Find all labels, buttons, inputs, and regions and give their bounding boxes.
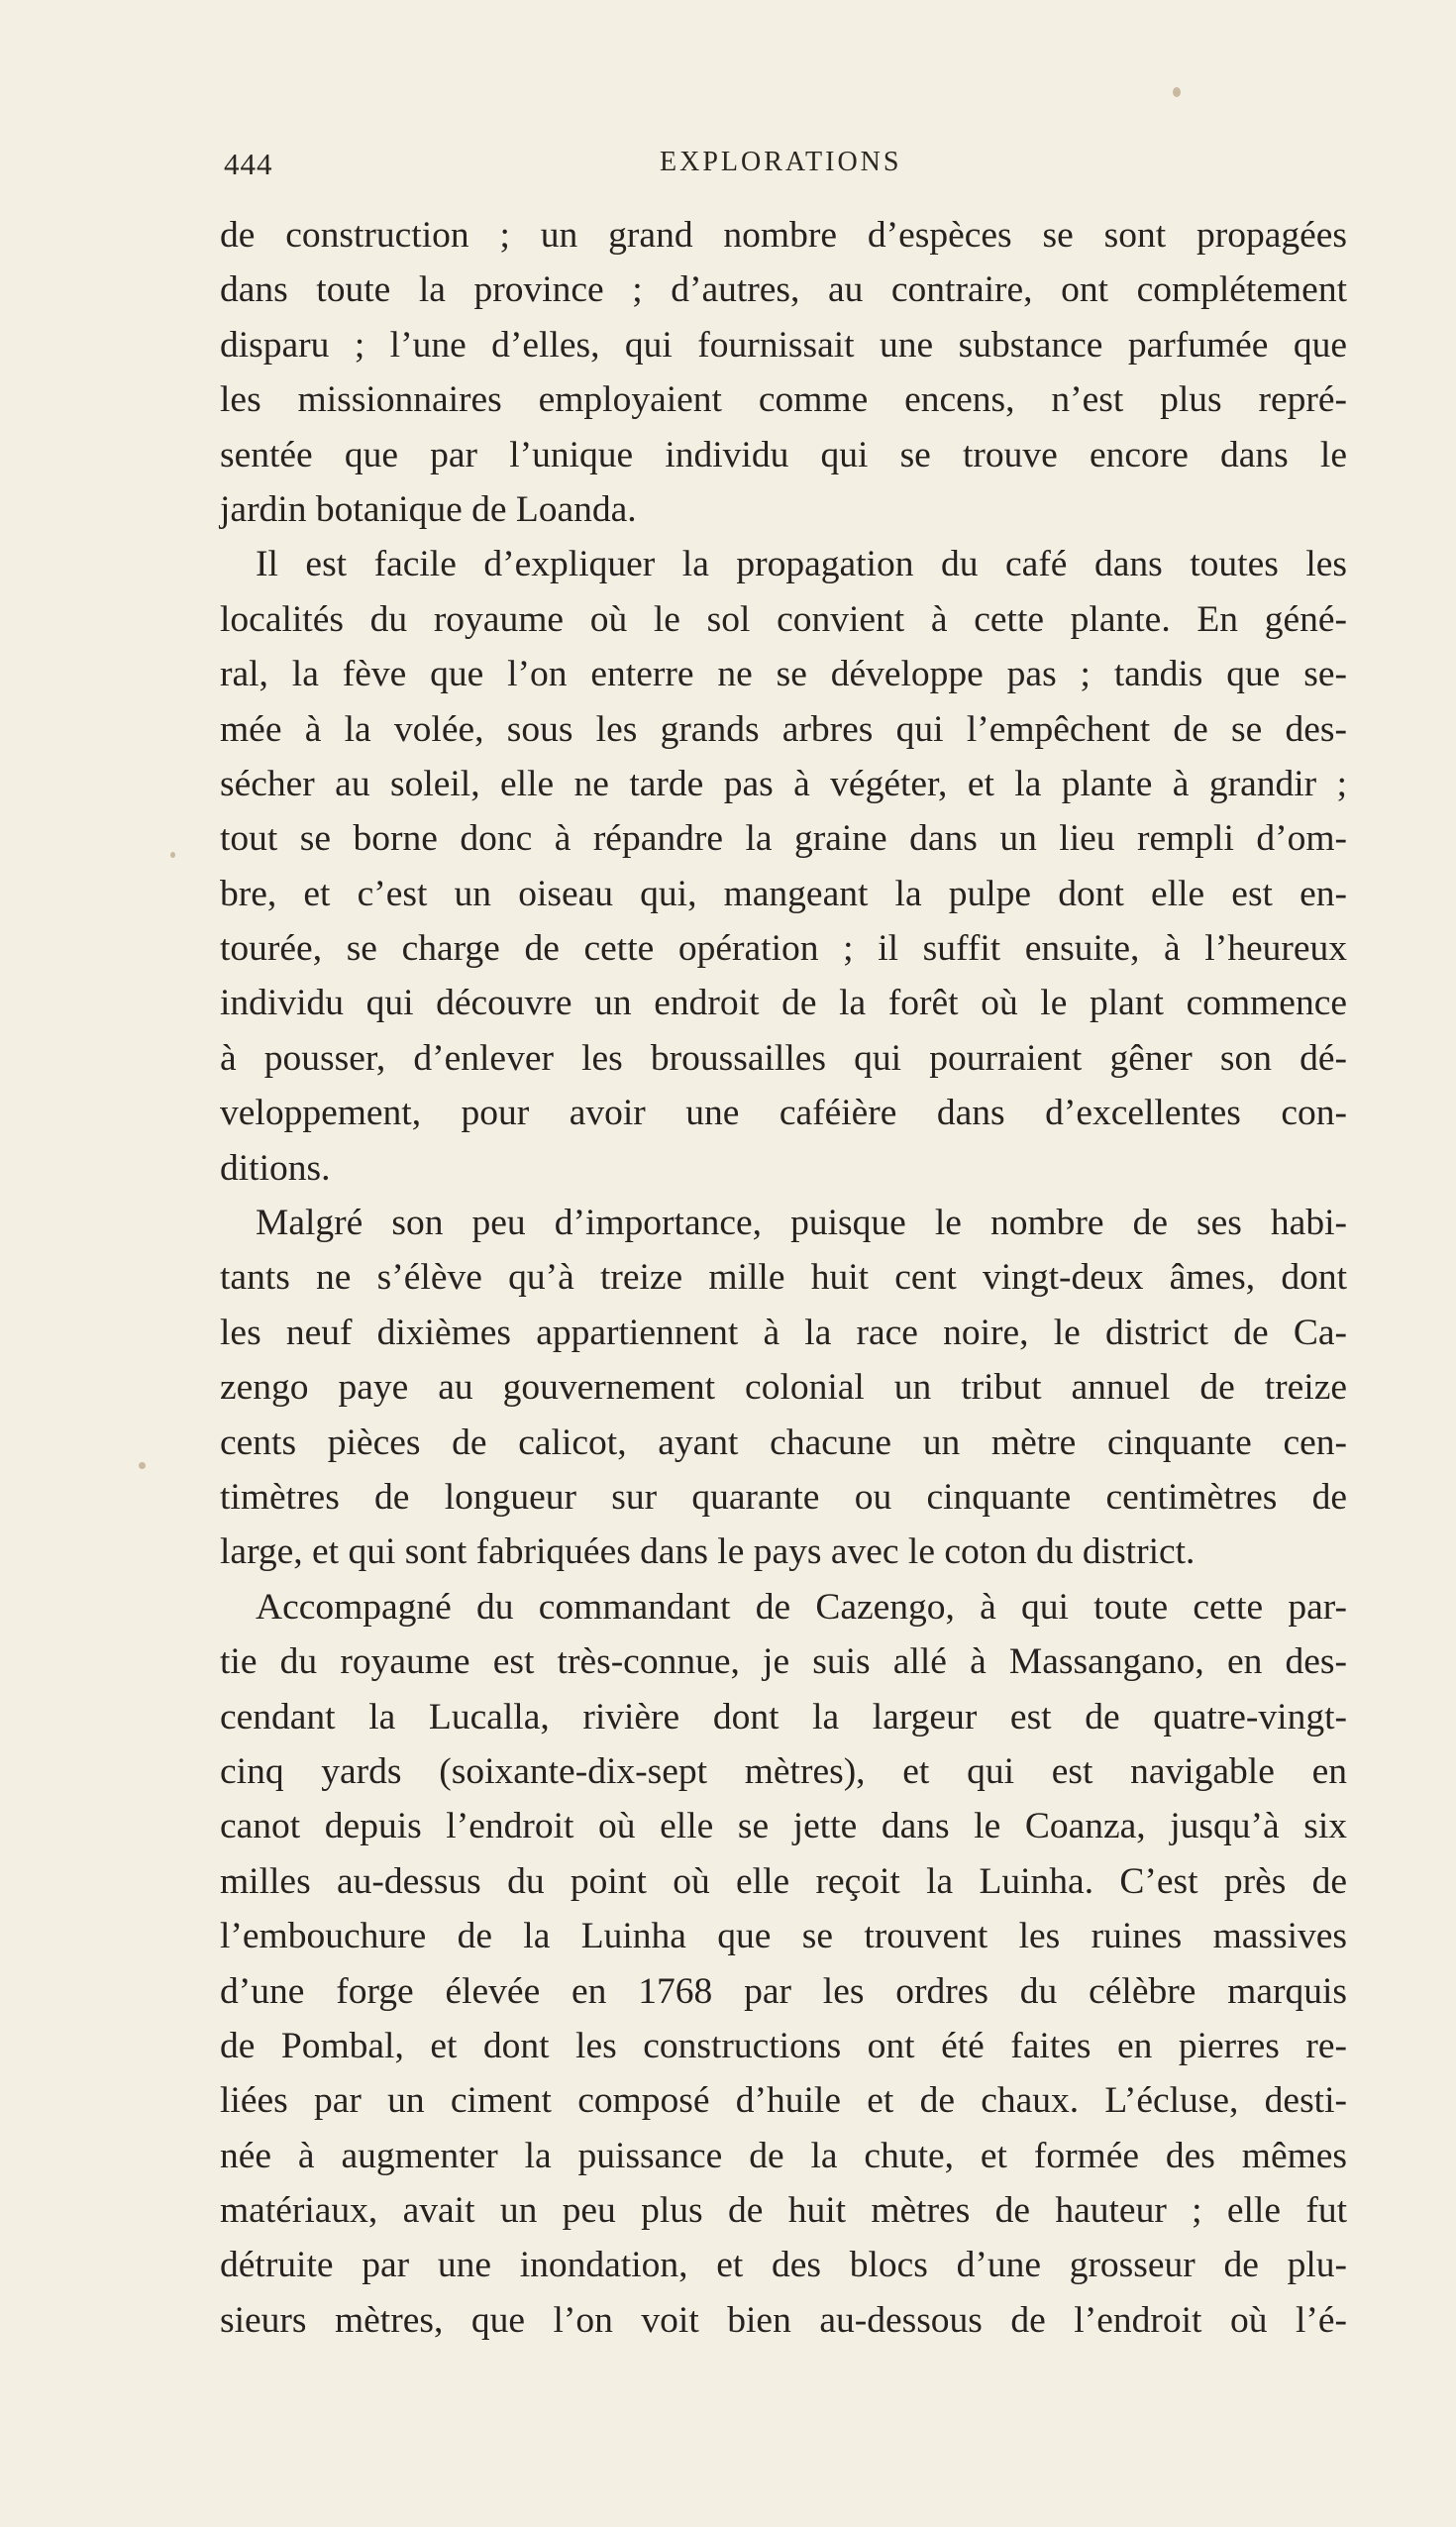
text-line: cents pièces de calicot, ayant chacune un mètre cinquante cen- (220, 1421, 1347, 1463)
text-line: disparu ; l’une d’elles, qui fournissait une substance parfumée que (220, 324, 1347, 366)
text-line: localités du royaume où le sol convient à cette plante. En géné- (220, 598, 1347, 640)
text-line: ral, la fève que l’on enterre ne se développe pas ; tandis que se- (220, 654, 1347, 695)
text-line: cendant la Lucalla, rivière dont la largeur est de quatre-vingt- (220, 1696, 1347, 1737)
text-line: large, et qui sont fabriquées dans le pays avec le coton du district. (220, 1531, 1196, 1573)
text-line: tourée, se charge de cette opération ; il suffit ensuite, à l’heureux (220, 928, 1347, 970)
text-line: ditions. (220, 1147, 331, 1189)
paragraph (220, 1196, 1347, 1580)
text-line: cinq yards (soixante-dix-sept mètres), et qui est navigable en (220, 1750, 1347, 1792)
text-line: tie du royaume est très-connue, je suis allé à Massangano, en des- (220, 1641, 1347, 1683)
text-line: Accompagné du commandant de Cazengo, à qui toute cette par- (256, 1586, 1347, 1628)
paragraph (220, 208, 1347, 537)
text-line: d’une forge élevée en 1768 par les ordres du célèbre marquis (220, 1970, 1347, 2012)
text-line: individu qui découvre un endroit de la forêt où le plant commence (220, 983, 1347, 1024)
text-line: bre, et c’est un oiseau qui, mangeant la pulpe dont elle est en- (220, 873, 1347, 914)
paragraph (220, 537, 1347, 1196)
page-header (224, 147, 1343, 186)
text-line: mée à la volée, sous les grands arbres qui l’empêchent de se des- (220, 708, 1347, 750)
text-line: sentée que par l’unique individu qui se trouve encore dans le (220, 434, 1347, 475)
text-line: veloppement, pour avoir une caféière dans d’excellentes con- (220, 1093, 1347, 1134)
text-line: canot depuis l’endroit où elle se jette dans le Coanza, jusqu’à six (220, 1806, 1347, 1847)
text-line: l’embouchure de la Luinha que se trouvent les ruines massives (220, 1916, 1347, 1957)
paper-speck (170, 852, 175, 858)
paper-speck (1173, 87, 1181, 97)
text-line: Il est facile d’expliquer la propagation du café dans toutes les (256, 544, 1347, 585)
paper-speck (139, 1462, 146, 1469)
running-head: EXPLORATIONS (660, 147, 902, 177)
text-line: tout se borne donc à répandre la graine dans un lieu rempli d’om- (220, 818, 1347, 860)
text-line: à pousser, d’enlever les broussailles qui pourraient gêner son dé- (220, 1037, 1347, 1079)
text-line: détruite par une inondation, et des blocs d’une grosseur de plu- (220, 2245, 1347, 2286)
text-line: de construction ; un grand nombre d’espèces se sont propagées (220, 215, 1347, 256)
text-line: les neuf dixièmes appartiennent à la race noire, le district de Ca- (220, 1312, 1347, 1353)
text-line: née à augmenter la puissance de la chute, et formée des mêmes (220, 2135, 1347, 2176)
text-line: dans toute la province ; d’autres, au contraire, ont complétement (220, 269, 1347, 311)
body-text (220, 208, 1347, 2348)
text-line: Malgré son peu d’importance, puisque le nombre de ses habi- (256, 1203, 1347, 1244)
text-line: de Pombal, et dont les constructions ont été faites en pierres re- (220, 2025, 1347, 2066)
text-line: zengo paye au gouvernement colonial un tribut annuel de treize (220, 1367, 1347, 1409)
text-line: les missionnaires employaient comme encens, n’est plus repré- (220, 379, 1347, 421)
text-line: sieurs mètres, que l’on voit bien au-dessous de l’endroit où l’é- (220, 2299, 1347, 2341)
page-number: 444 (224, 147, 273, 181)
text-line: milles au-dessus du point où elle reçoit la Luinha. C’est près de (220, 1860, 1347, 1902)
text-line: tants ne s’élève qu’à treize mille huit cent vingt-deux âmes, dont (220, 1257, 1347, 1299)
text-line: liées par un ciment composé d’huile et de chaux. L’écluse, desti- (220, 2080, 1347, 2122)
text-line: sécher au soleil, elle ne tarde pas à végéter, et la plante à grandir ; (220, 763, 1347, 804)
text-line: timètres de longueur sur quarante ou cinquante centimètres de (220, 1476, 1347, 1518)
paragraph (220, 1580, 1347, 2348)
text-line: matériaux, avait un peu plus de huit mètres de hauteur ; elle fut (220, 2190, 1347, 2232)
text-line: jardin botanique de Loanda. (220, 488, 637, 530)
